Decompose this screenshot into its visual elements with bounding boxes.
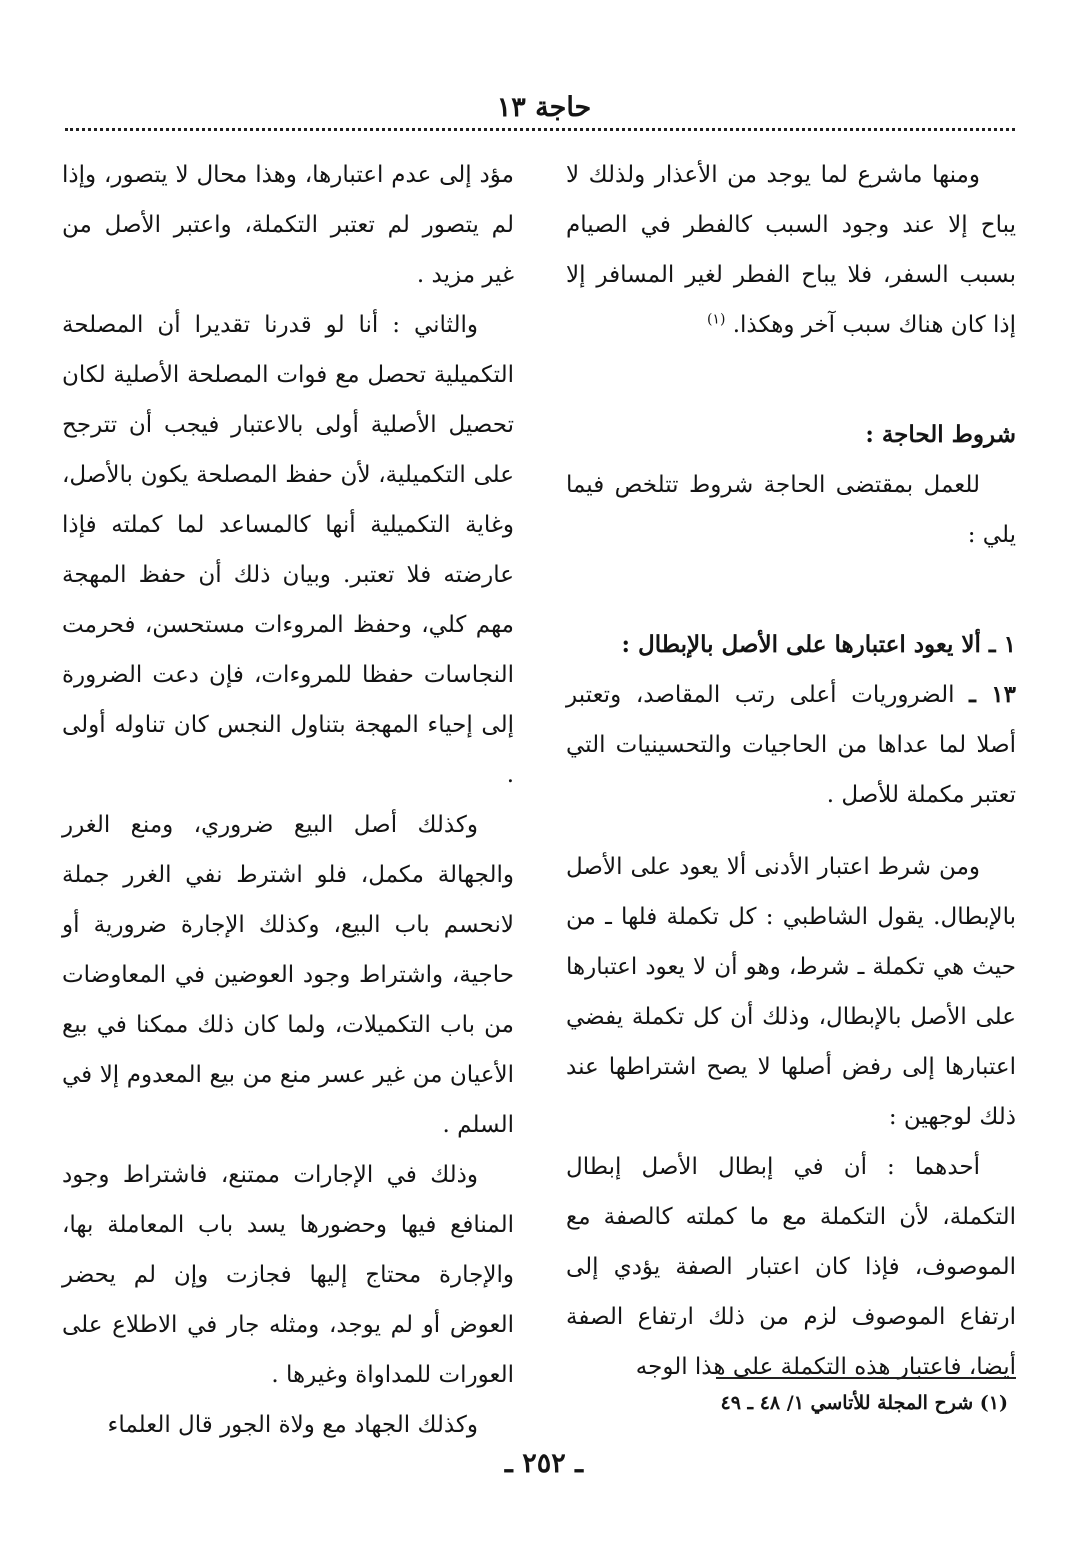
paragraph-second-reason: والثاني : أنا لو قدرنا تقديرا أن المصلحة التكميلية تحصل مع فوات المصلحة الأصلية لكان تحصيل الأصلية أولى بالاعتبار فيجب أن تترجح على التكميلية، لأن حفظ المصلحة يكون بالأصل، وغاية التكميلية أنها كالمساعد لما كملته فإذا عارضته فلا تعتبر. وبيان ذلك أن حفظ المهجة مهم كلي، وحفظ المروءات مستحسن، فحرمت النجاسات حفظا للمروءات، فإن دعت الضرورة إلى إحياء المهجة بتناول النجس كان تناوله أولى . xyxy=(62,312,514,788)
paragraph-number: ١٣ ـ xyxy=(969,681,1016,708)
paragraph-necessities xyxy=(566,670,1016,820)
header-dotted-divider xyxy=(65,128,1015,131)
left-text-column xyxy=(62,150,514,1450)
paragraph-first-reason: أحدهما : أن في إبطال الأصل إبطال التكملة، لأن التكملة مع ما كملته كالصفة مع الموصوف، فإذا كان اعتبار الصفة يؤدي إلى ارتفاع الموصوف لزم من ذلك ارتفاع الصفة أيضا، فاعتبار هذه التكملة على هذا الوجه xyxy=(566,1154,1016,1380)
page-number: ـ ٢٥٢ ـ xyxy=(504,1448,584,1479)
section-heading-conditions: شروط الحاجة : xyxy=(865,421,1016,448)
footnote: (١) شرح المجلة للأتاسي ١/ ٤٨ ـ ٤٩ xyxy=(720,1392,1008,1414)
paragraph-shatibi-quote: ومن شرط اعتبار الأدنى ألا يعود على الأصل بالإبطال. يقول الشاطبي : كل تكملة فلها ـ من حيث هي تكملة ـ شرط، وهو أن لا يعود اعتبارها على الأصل بالإبطال، وذلك أن كل تكملة يفضي اعتبارها إلى رفض أصلها لا يصح اشتراطها عند ذلك لوجهين : xyxy=(566,854,1016,1130)
footnote-reference: (١) xyxy=(706,311,726,328)
paragraph-excuses xyxy=(566,150,1016,350)
paragraph-continuation: مؤد إلى عدم اعتبارها، وهذا محال لا يتصور، وإذا لم يتصور لم تعتبر التكملة، واعتبر الأصل من غير مزيد . xyxy=(62,162,514,288)
footnote-divider xyxy=(716,1377,1016,1379)
running-header-title: حاجة ١٣ xyxy=(496,92,592,123)
paragraph-jihad-example: وكذلك الجهاد مع ولاة الجور قال العلماء xyxy=(107,1412,478,1438)
paragraph-necessities-text: الضروريات أعلى رتب المقاصد، وتعتبر أصلا لما عداها من الحاجيات والتحسينيات التي تعتبر مكملة للأصل . xyxy=(566,682,1016,808)
subsection-heading-first-condition: ١ ـ ألا يعود اعتبارها على الأصل بالإبطال : xyxy=(621,631,1016,658)
paragraph-conditions-intro: للعمل بمقتضى الحاجة شروط تتلخص فيما يلي : xyxy=(566,472,1016,548)
paragraph-sale-example: وكذلك أصل البيع ضروري، ومنع الغرر والجهالة مكمل، فلو اشترط نفي الغرر جملة لانحسم باب البيع، وكذلك الإجارة ضرورية أو حاجية، واشتراط وجود العوضين في المعاوضات من باب التكميلات، ولما كان ذلك ممكنا في بيع الأعيان من غير عسر منع من بيع المعدوم إلا في السلم . xyxy=(62,812,514,1138)
right-text-column xyxy=(566,150,1016,1392)
paragraph-lease-example: وذلك في الإجارات ممتنع، فاشتراط وجود المنافع فيها وحضورها يسد باب المعاملة بها، والإجارة محتاج إليها فجازت وإن لم يحضر العوض أو لم يوجد، ومثله جار في الاطلاع على العورات للمداواة وغيرها . xyxy=(62,1162,514,1388)
paragraph-excuses-text: ومنها ماشرع لما يوجد من الأعذار ولذلك لا يباح إلا عند وجود السبب كالفطر في الصيام بسبب السفر، فلا يباح الفطر لغير المسافر إلا إذا كان هناك سبب آخر وهكذا. xyxy=(566,162,1016,338)
